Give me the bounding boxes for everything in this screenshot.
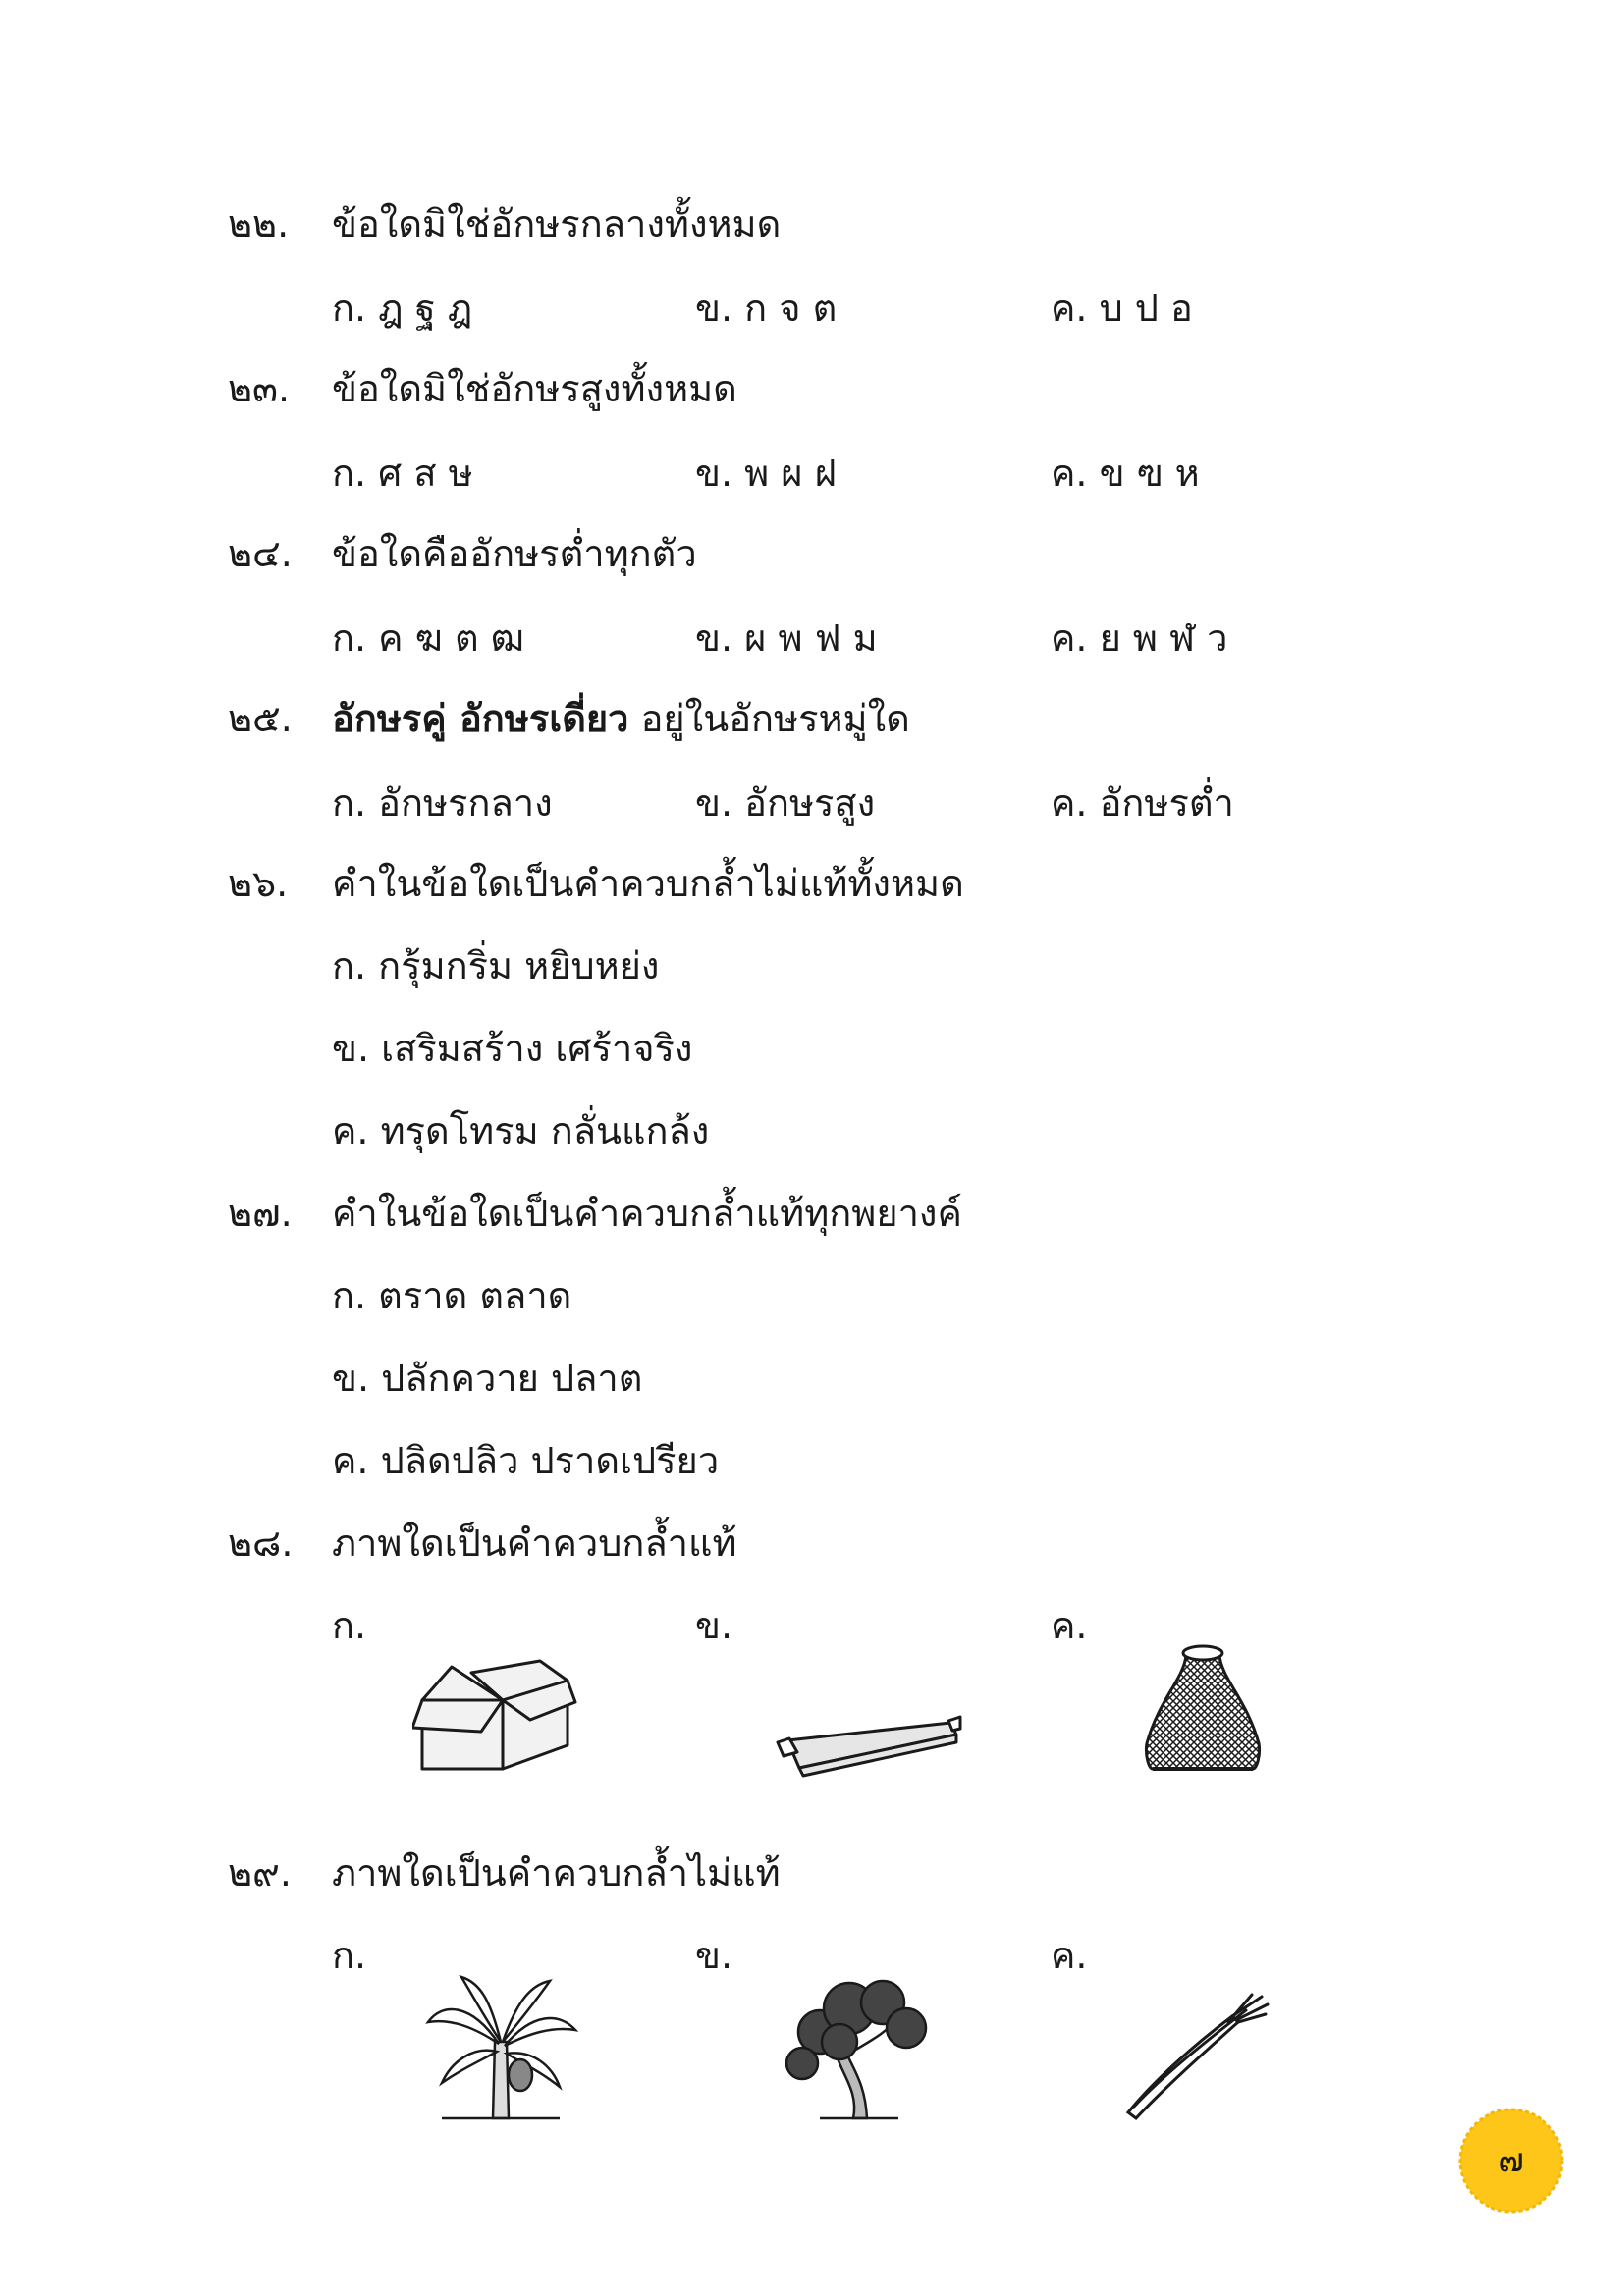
page-number: ๗	[1498, 2141, 1524, 2180]
question-28-option-c: ค.	[1051, 1604, 1088, 1647]
question-25-option-a: ก. อักษรกลาง	[332, 781, 553, 825]
question-27-text: คำในข้อใดเป็นคำควบกล้ำแท้ทุกพยางค์	[332, 1192, 962, 1235]
question-25-number: ๒๕.	[228, 697, 293, 740]
question-29-option-a: ก.	[332, 1934, 367, 1977]
question-27-option-c: ค. ปลิดปลิว ปราดเปรียว	[332, 1439, 720, 1482]
question-26-number: ๒๖.	[228, 862, 289, 905]
lemongrass-picture	[1124, 1993, 1272, 2120]
question-29-text: ภาพใดเป็นคำควบกล้ำไม่แท้	[332, 1851, 781, 1895]
question-29-number: ๒๙.	[228, 1851, 292, 1895]
question-24-option-c: ค. ย พ ฬ ว	[1051, 616, 1228, 660]
question-23-option-a: ก. ศ ส ษ	[332, 452, 473, 495]
question-26-option-c: ค. ทรุดโทรม กลั่นแกล้ง	[332, 1109, 710, 1152]
question-29-option-c: ค.	[1051, 1934, 1088, 1977]
question-25-bold-text: อักษรคู่ อักษรเดี่ยว	[332, 697, 629, 740]
fish-trap-picture	[1139, 1639, 1267, 1777]
question-28-text: ภาพใดเป็นคำควบกล้ำแท้	[332, 1522, 737, 1565]
question-22-option-b: ข. ก จ ต	[695, 287, 838, 330]
question-23-option-c: ค. ข ฃ ห	[1051, 452, 1200, 495]
question-22-number: ๒๒.	[228, 202, 290, 245]
question-29-option-b: ข.	[695, 1934, 733, 1977]
question-27-option-a: ก. ตราด ตลาด	[332, 1274, 572, 1317]
banana-tree-picture	[422, 1973, 579, 2120]
question-24-number: ๒๔.	[228, 532, 293, 575]
question-22-option-a: ก. ฎ ฐ ฎ	[332, 287, 473, 330]
question-28-option-b: ข.	[695, 1604, 733, 1647]
question-26-option-b: ข. เสริมสร้าง เศร้าจริง	[332, 1027, 693, 1070]
question-25-rest-text: อยู่ในอักษรหมู่ใด	[628, 697, 910, 740]
question-28-option-a: ก.	[332, 1604, 367, 1647]
question-26-text: คำในข้อใดเป็นคำควบกล้ำไม่แท้ทั้งหมด	[332, 862, 964, 905]
question-22-option-c: ค. บ ป อ	[1051, 287, 1193, 330]
question-26-option-a: ก. กรุ้มกริ่ม หยิบหย่ง	[332, 944, 660, 988]
question-27-option-b: ข. ปลักควาย ปลาต	[332, 1357, 643, 1400]
question-25-text	[332, 693, 910, 744]
question-23-number: ๒๓.	[228, 367, 291, 410]
tray-picture	[776, 1713, 962, 1782]
question-24-text: ข้อใดคืออักษรต่ำทุกตัว	[332, 532, 697, 575]
question-24-option-a: ก. ค ฆ ต ฒ	[332, 616, 525, 660]
question-23-option-b: ข. พ ผ ฝ	[695, 452, 837, 495]
box-picture	[412, 1659, 579, 1777]
question-28-number: ๒๘.	[228, 1522, 294, 1565]
question-25-option-b: ข. อักษรสูง	[695, 781, 876, 825]
question-24-option-b: ข. ผ พ ฟ ม	[695, 616, 878, 660]
question-23-text: ข้อใดมิใช่อักษรสูงทั้งหมด	[332, 367, 737, 410]
question-22-text: ข้อใดมิใช่อักษรกลางทั้งหมด	[332, 202, 782, 245]
question-27-number: ๒๗.	[228, 1192, 293, 1235]
question-25-option-c: ค. อักษรต่ำ	[1051, 781, 1234, 825]
tree-picture	[781, 1973, 938, 2120]
